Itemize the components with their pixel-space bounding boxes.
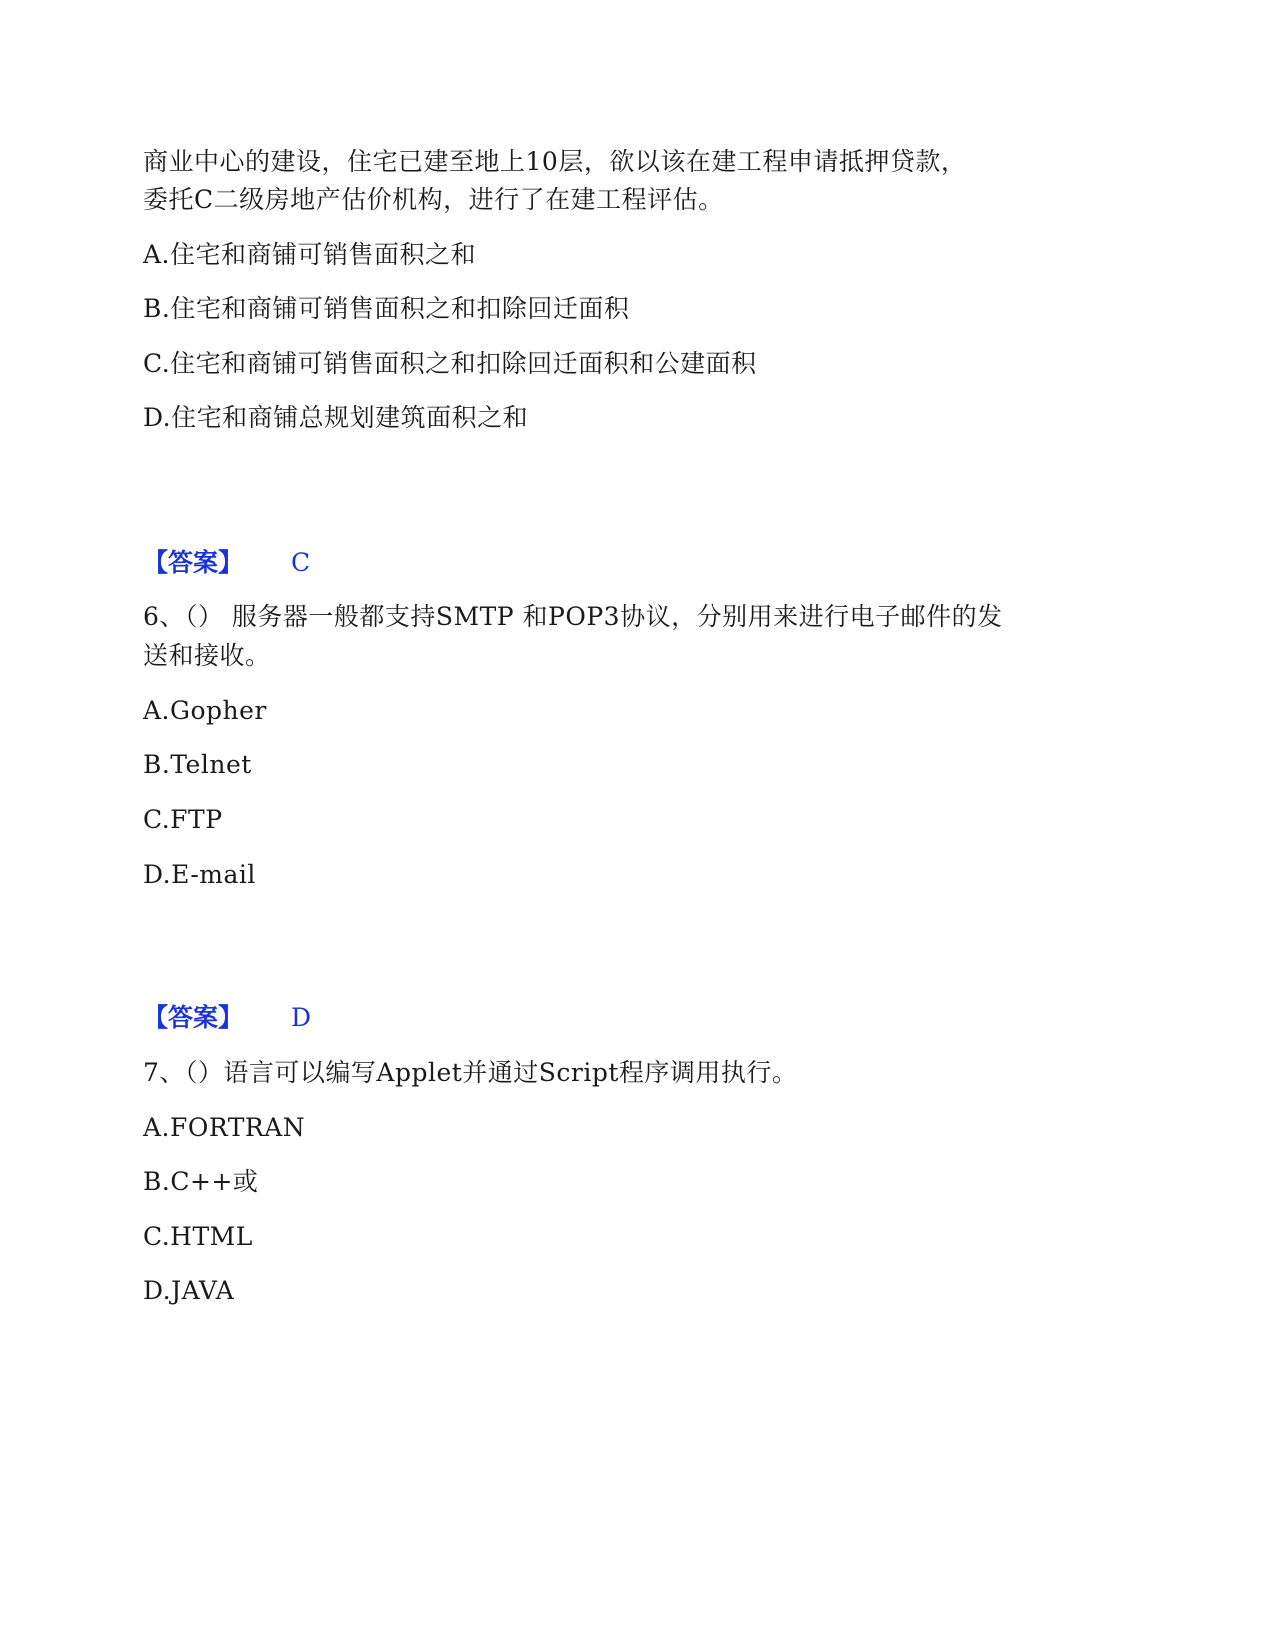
q5-answer (143, 543, 310, 583)
q5-stem-line-1: 商业中心的建设，住宅已建至地上10层，欲以该在建工程申请抵押贷款， (143, 147, 967, 176)
q7-option-b: B.C++或 (143, 1167, 259, 1196)
q6-stem-line-1: 6、（） 服务器一般都支持SMTP 和POP3协议，分别用来进行电子邮件的发 (143, 602, 1003, 631)
q6-option-a: A.Gopher (143, 696, 267, 725)
q6-answer (143, 998, 311, 1038)
q5-answer-label: 【答案】 (143, 548, 244, 577)
q5-answer-value: C (291, 548, 311, 577)
q6-option-c: C.FTP (143, 805, 223, 834)
q5-option-b: B.住宅和商铺可销售面积之和扣除回迁面积 (143, 294, 630, 323)
q5-option-c: C.住宅和商铺可销售面积之和扣除回迁面积和公建面积 (143, 349, 757, 378)
q5-option-a: A.住宅和商铺可销售面积之和 (143, 240, 477, 269)
q6-answer-label: 【答案】 (143, 1003, 244, 1032)
q7-option-a: A.FORTRAN (143, 1113, 306, 1142)
q7-option-c: C.HTML (143, 1222, 253, 1251)
q6-option-b: B.Telnet (143, 750, 252, 779)
q7-stem-line-1: 7、（）语言可以编写Applet并通过Script程序调用执行。 (143, 1058, 798, 1087)
q5-stem-line-2: 委托C二级房地产估价机构，进行了在建工程评估。 (143, 185, 724, 214)
q6-option-d: D.E-mail (143, 860, 256, 889)
q5-option-d: D.住宅和商铺总规划建筑面积之和 (143, 403, 529, 432)
q6-answer-value: D (291, 1003, 312, 1032)
q6-stem-line-2: 送和接收。 (143, 641, 271, 670)
q7-option-d: D.JAVA (143, 1276, 235, 1305)
